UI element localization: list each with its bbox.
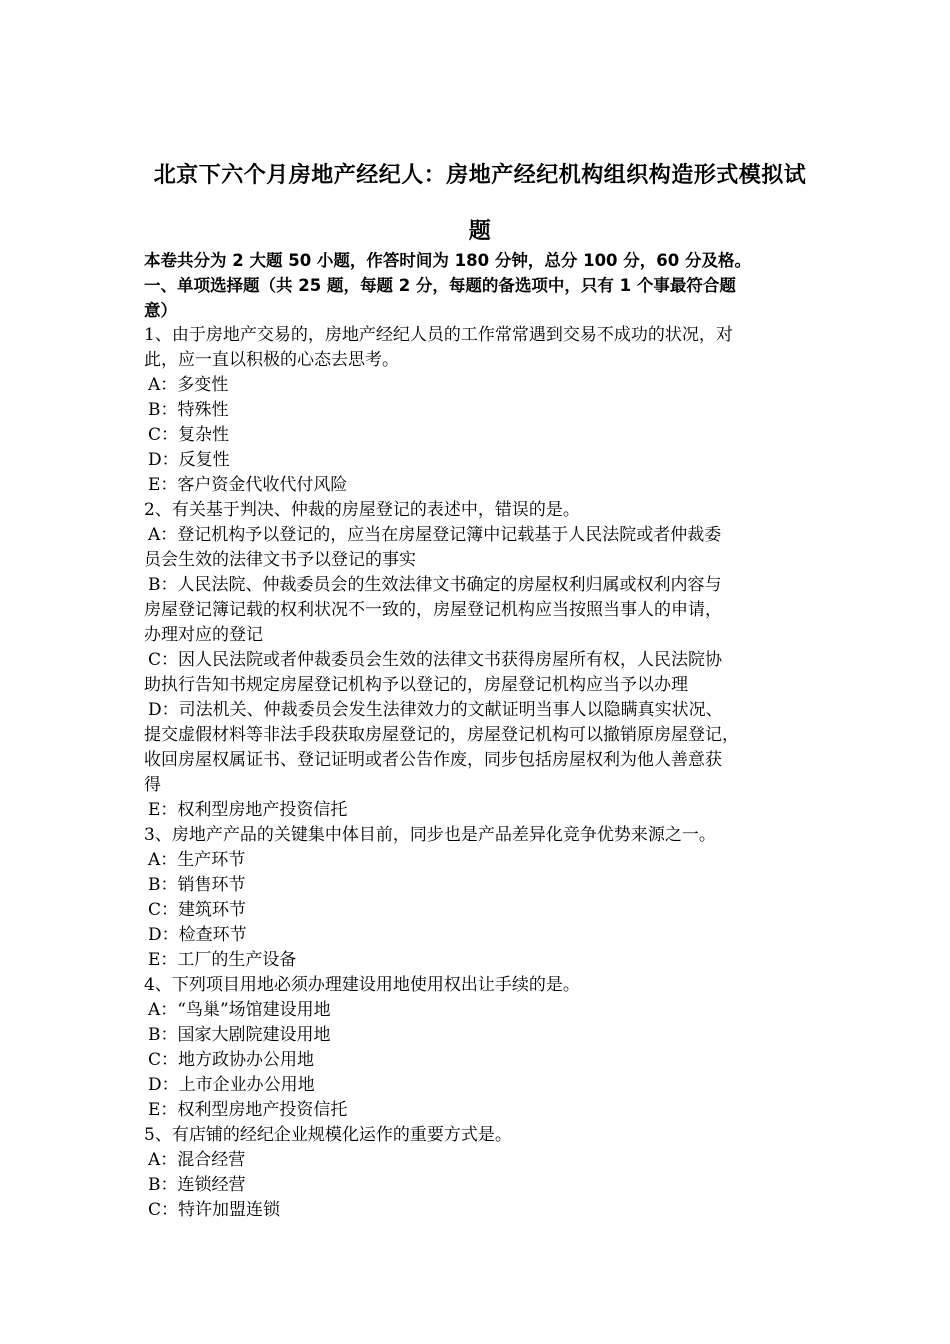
section-heading-line-2: 意） xyxy=(144,301,177,320)
answer-option: E：客户资金代收代付风险 xyxy=(148,475,348,495)
question-text-line: 收回房屋权属证书、登记证明或者公告作废，同步包括房屋权利为他人善意获 xyxy=(144,750,722,770)
answer-option: C：特许加盟连锁 xyxy=(148,1200,281,1220)
section-heading-line-1: 一、单项选择题（共 25 题，每题 2 分，每题的备选项中，只有 1 个事最符合题 xyxy=(144,276,736,295)
exam-intro: 本卷共分为 2 大题 50 小题，作答时间为 180 分钟，总分 100 分，60 分及格。 xyxy=(144,251,751,270)
question-text-line: 4、下列项目用地必须办理建设用地使用权出让手续的是。 xyxy=(144,975,580,995)
document-body xyxy=(144,248,816,1223)
question-text-line: 3、房地产产品的关键集中体目前，同步也是产品差异化竞争优势来源之一。 xyxy=(144,825,716,845)
question-text-line: 此，应一直以积极的心态去思考。 xyxy=(144,350,399,370)
answer-option: C：地方政协办公用地 xyxy=(148,1050,315,1070)
question-text-line: 办理对应的登记 xyxy=(144,625,263,645)
answer-option: A：混合经营 xyxy=(148,1150,246,1170)
question-list xyxy=(144,323,816,1223)
answer-option: E：权利型房地产投资信托 xyxy=(148,800,348,820)
question-text-line: 得 xyxy=(144,775,161,795)
question-text-line: 房屋登记簿记载的权利状况不一致的，房屋登记机构应当按照当事人的申请， xyxy=(144,600,722,620)
question-text-line: 2、有关基于判决、仲裁的房屋登记的表述中，错误的是。 xyxy=(144,500,580,520)
question-text-line: 5、有店铺的经纪企业规模化运作的重要方式是。 xyxy=(144,1125,512,1145)
question-text-line: 员会生效的法律文书予以登记的事实 xyxy=(144,550,416,570)
answer-option: B：人民法院、仲裁委员会的生效法律文书确定的房屋权利归属或权利内容与 xyxy=(148,575,722,595)
title-line-2: 题 xyxy=(468,219,492,244)
answer-option: B：特殊性 xyxy=(148,400,229,420)
answer-option: B：连锁经营 xyxy=(148,1175,246,1195)
question-text-line: 提交虚假材料等非法手段获取房屋登记的，房屋登记机构可以撤销原房屋登记， xyxy=(144,725,739,745)
answer-option: B：国家大剧院建设用地 xyxy=(148,1025,331,1045)
answer-option: D：检查环节 xyxy=(148,925,247,945)
question-text-line: 助执行告知书规定房屋登记机构予以登记的，房屋登记机构应当予以办理 xyxy=(144,675,688,695)
document-title xyxy=(140,148,820,260)
title-line-1: 北京下六个月房地产经纪人：房地产经纪机构组织构造形式模拟试 xyxy=(153,163,807,188)
answer-option: E：工厂的生产设备 xyxy=(148,950,297,970)
answer-option: A：多变性 xyxy=(148,375,229,395)
answer-option: D：上市企业办公用地 xyxy=(148,1075,315,1095)
answer-option: C：复杂性 xyxy=(148,425,230,445)
answer-option: A：生产环节 xyxy=(148,850,246,870)
answer-option: B：销售环节 xyxy=(148,875,246,895)
answer-option: A：“鸟巢”场馆建设用地 xyxy=(148,1000,331,1020)
answer-option: C：建筑环节 xyxy=(148,900,247,920)
answer-option: E：权利型房地产投资信托 xyxy=(148,1100,348,1120)
question-text-line: 1、由于房地产交易的，房地产经纪人员的工作常常遇到交易不成功的状况，对 xyxy=(144,325,733,345)
answer-option: D：司法机关、仲裁委员会发生法律效力的文献证明当事人以隐瞒真实状况、 xyxy=(148,700,723,720)
answer-option: A：登记机构予以登记的，应当在房屋登记簿中记载基于人民法院或者仲裁委 xyxy=(148,525,722,545)
answer-option: D：反复性 xyxy=(148,450,230,470)
answer-option: C：因人民法院或者仲裁委员会生效的法律文书获得房屋所有权，人民法院协 xyxy=(148,650,723,670)
